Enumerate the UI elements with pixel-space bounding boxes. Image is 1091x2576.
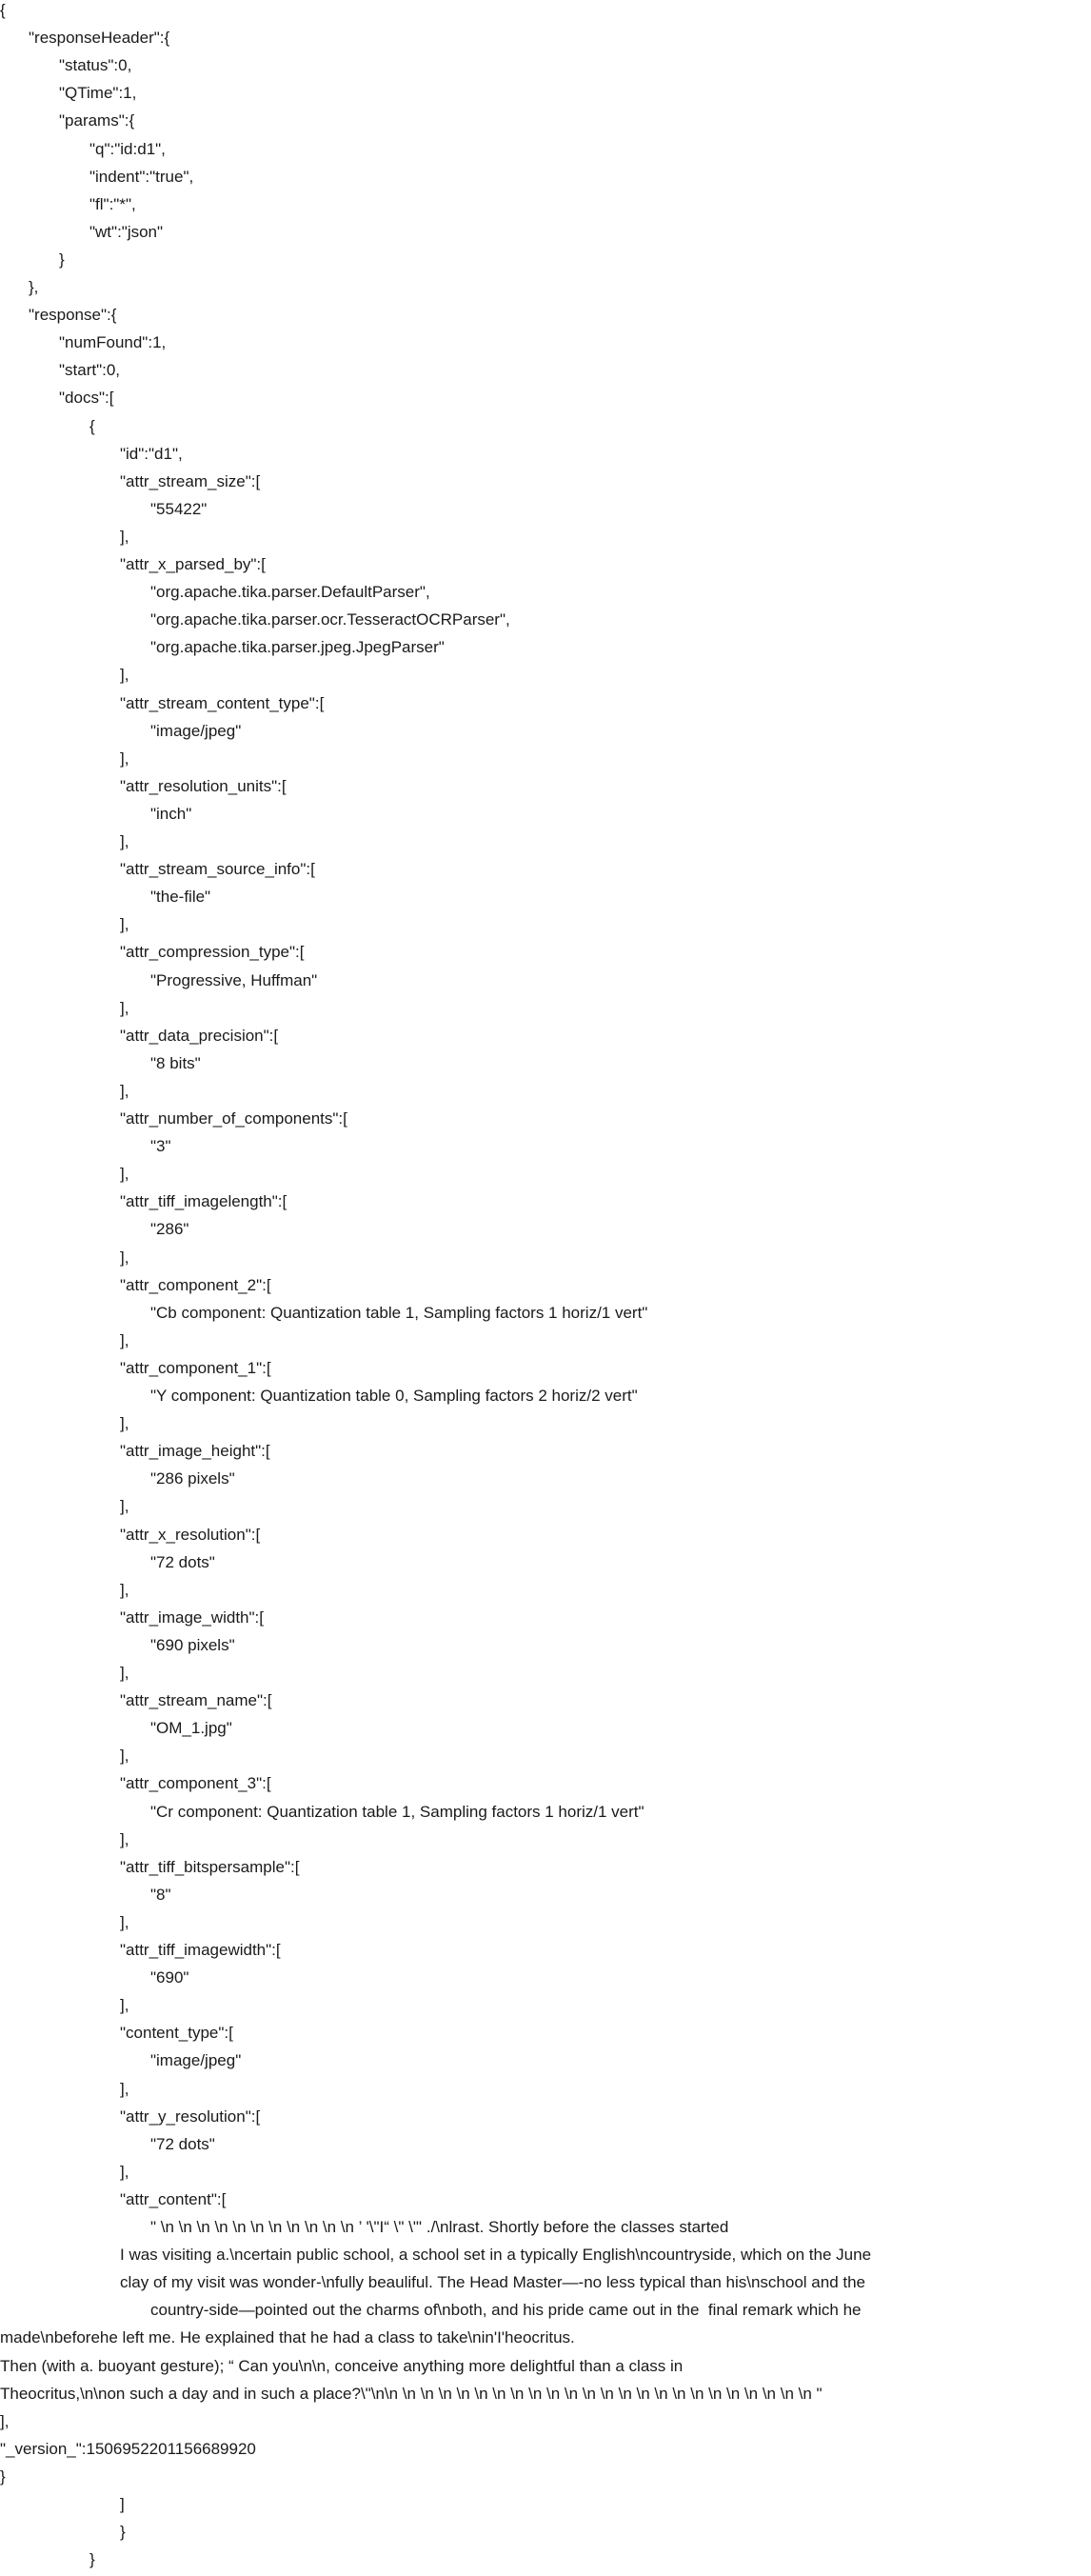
json-line: "Y component: Quantization table 0, Sampling factors 2 horiz/2 vert" (150, 1387, 638, 1405)
json-line: ], (120, 1747, 129, 1765)
json-line: "attr_stream_content_type":[ (120, 694, 325, 712)
json-line: ], (120, 832, 129, 850)
json-line: } (120, 2523, 126, 2541)
json-line: "q":"id:d1", (89, 140, 166, 158)
json-line: ], (120, 2080, 129, 2098)
json-line: } (89, 2550, 95, 2568)
json-line: "attr_stream_name":[ (120, 1691, 272, 1709)
json-line: clay of my visit was wonder-\nfully beauliful. The Head Master—-no less typical than his\nschool and the (120, 2273, 866, 2291)
json-line: "attr_tiff_imagewidth":[ (120, 1941, 281, 1959)
json-line: "attr_x_parsed_by":[ (120, 555, 266, 573)
json-line: "3" (150, 1137, 171, 1155)
json-line: ], (120, 1165, 129, 1183)
json-line: "indent":"true", (89, 168, 194, 186)
json-line: "attr_component_1":[ (120, 1359, 271, 1377)
json-line: "id":"d1", (120, 445, 183, 463)
json-line: ], (120, 999, 129, 1017)
json-line: "8" (150, 1886, 171, 1904)
json-line: "org.apache.tika.parser.DefaultParser", (150, 583, 430, 601)
json-line: "attr_content":[ (120, 2190, 227, 2208)
json-line: "image/jpeg" (150, 2051, 242, 2069)
json-line: "responseHeader":{ (29, 29, 170, 47)
json-line: }, (29, 278, 39, 296)
json-line: "690" (150, 1968, 189, 1987)
json-line: "image/jpeg" (150, 722, 242, 740)
json-line: "attr_resolution_units":[ (120, 777, 287, 795)
json-line: "attr_y_resolution":[ (120, 2107, 261, 2126)
json-line: ] (120, 2495, 125, 2513)
json-line: ], (120, 1996, 129, 2014)
json-line: ], (120, 915, 129, 933)
json-line: "attr_x_resolution":[ (120, 1526, 261, 1544)
json-line: "72 dots" (150, 2135, 215, 2153)
json-line: "Cr component: Quantization table 1, Sampling factors 1 horiz/1 vert" (150, 1803, 645, 1821)
json-line: "55422" (150, 500, 208, 518)
json-line: Theocritus,\n\non such a day and in such a place?\"\n\n \n \n \n \n \n \n \n \n \n \n \n \n \n \n \n \n \n \n \n \n \n \n \n " (0, 2385, 823, 2403)
json-line: } (0, 2467, 6, 2486)
json-line: "attr_compression_type":[ (120, 943, 305, 961)
json-line: "attr_stream_source_info":[ (120, 860, 315, 878)
json-line: "Progressive, Huffman" (150, 971, 318, 989)
json-line: ], (120, 1331, 129, 1349)
json-line: "attr_component_3":[ (120, 1774, 271, 1792)
json-line: "start":0, (59, 361, 121, 379)
json-line: { (89, 417, 95, 435)
json-line: "org.apache.tika.parser.ocr.TesseractOCRParser", (150, 610, 510, 629)
json-line: ], (120, 1248, 129, 1267)
json-line: "content_type":[ (120, 2024, 233, 2042)
json-line: "attr_component_2":[ (120, 1276, 271, 1294)
json-line: ], (120, 1497, 129, 1515)
json-line: "org.apache.tika.parser.jpeg.JpegParser" (150, 638, 445, 656)
json-line: "attr_number_of_components":[ (120, 1109, 347, 1128)
json-line: "OM_1.jpg" (150, 1719, 232, 1737)
json-line: I was visiting a.\ncertain public school, a school set in a typically English\ncountryside, which on the June (120, 2246, 872, 2264)
json-line: "status":0, (59, 56, 132, 74)
json-line: ], (120, 1414, 129, 1432)
json-line: "response":{ (29, 306, 117, 324)
json-line: } (59, 250, 65, 269)
json-line: ], (120, 1830, 129, 1848)
json-line: country-side—pointed out the charms of\nboth, and his pride came out in the ﬁnal remark which he (150, 2301, 862, 2319)
json-line: { (0, 1, 6, 19)
json-line: "attr_image_height":[ (120, 1442, 270, 1460)
json-line: ], (0, 2412, 10, 2430)
json-line: "8 bits" (150, 1054, 201, 1072)
json-line: "the-file" (150, 888, 211, 906)
json-line: ], (120, 528, 129, 546)
json-line: "params":{ (59, 111, 135, 130)
json-line: "attr_tiff_bitspersample":[ (120, 1858, 300, 1876)
json-line: made\nbeforehe left me. He explained that he had a class to take\nin'I'heocritus. (0, 2328, 575, 2346)
json-line: "286 pixels" (150, 1469, 235, 1488)
json-line: ], (120, 666, 129, 684)
json-line: "Cb component: Quantization table 1, Sampling factors 1 horiz/1 vert" (150, 1304, 648, 1322)
json-line: ], (120, 1581, 129, 1599)
json-line: "_version_":1506952201156689920 (0, 2440, 256, 2458)
json-line: "inch" (150, 805, 192, 823)
json-line: ], (120, 1664, 129, 1682)
json-line: "attr_image_width":[ (120, 1608, 264, 1627)
json-line: "attr_stream_size":[ (120, 472, 261, 490)
json-line: "690 pixels" (150, 1636, 235, 1654)
json-line: "docs":[ (59, 389, 114, 407)
json-line: "numFound":1, (59, 333, 167, 351)
json-line: ], (120, 1913, 129, 1931)
json-line: "wt":"json" (89, 223, 164, 241)
json-line: "286" (150, 1220, 189, 1238)
json-line: ], (120, 2163, 129, 2181)
json-line: "QTime":1, (59, 84, 137, 102)
json-line: " \n \n \n \n \n \n \n \n \n \n \n ’ '\"I“ \" \"' ./\nlrast. Shortly before the classes started (150, 2218, 729, 2236)
json-line: "attr_data_precision":[ (120, 1027, 279, 1045)
json-line: "fl":"*", (89, 195, 136, 213)
json-line: ], (120, 1082, 129, 1100)
json-line: ], (120, 749, 129, 768)
json-line: Then (with a. buoyant gesture); “ Can you\n\n, conceive anything more delightful than a class in (0, 2357, 684, 2375)
json-line: "attr_tiff_imagelength":[ (120, 1192, 288, 1210)
json-line: "72 dots" (150, 1553, 215, 1571)
